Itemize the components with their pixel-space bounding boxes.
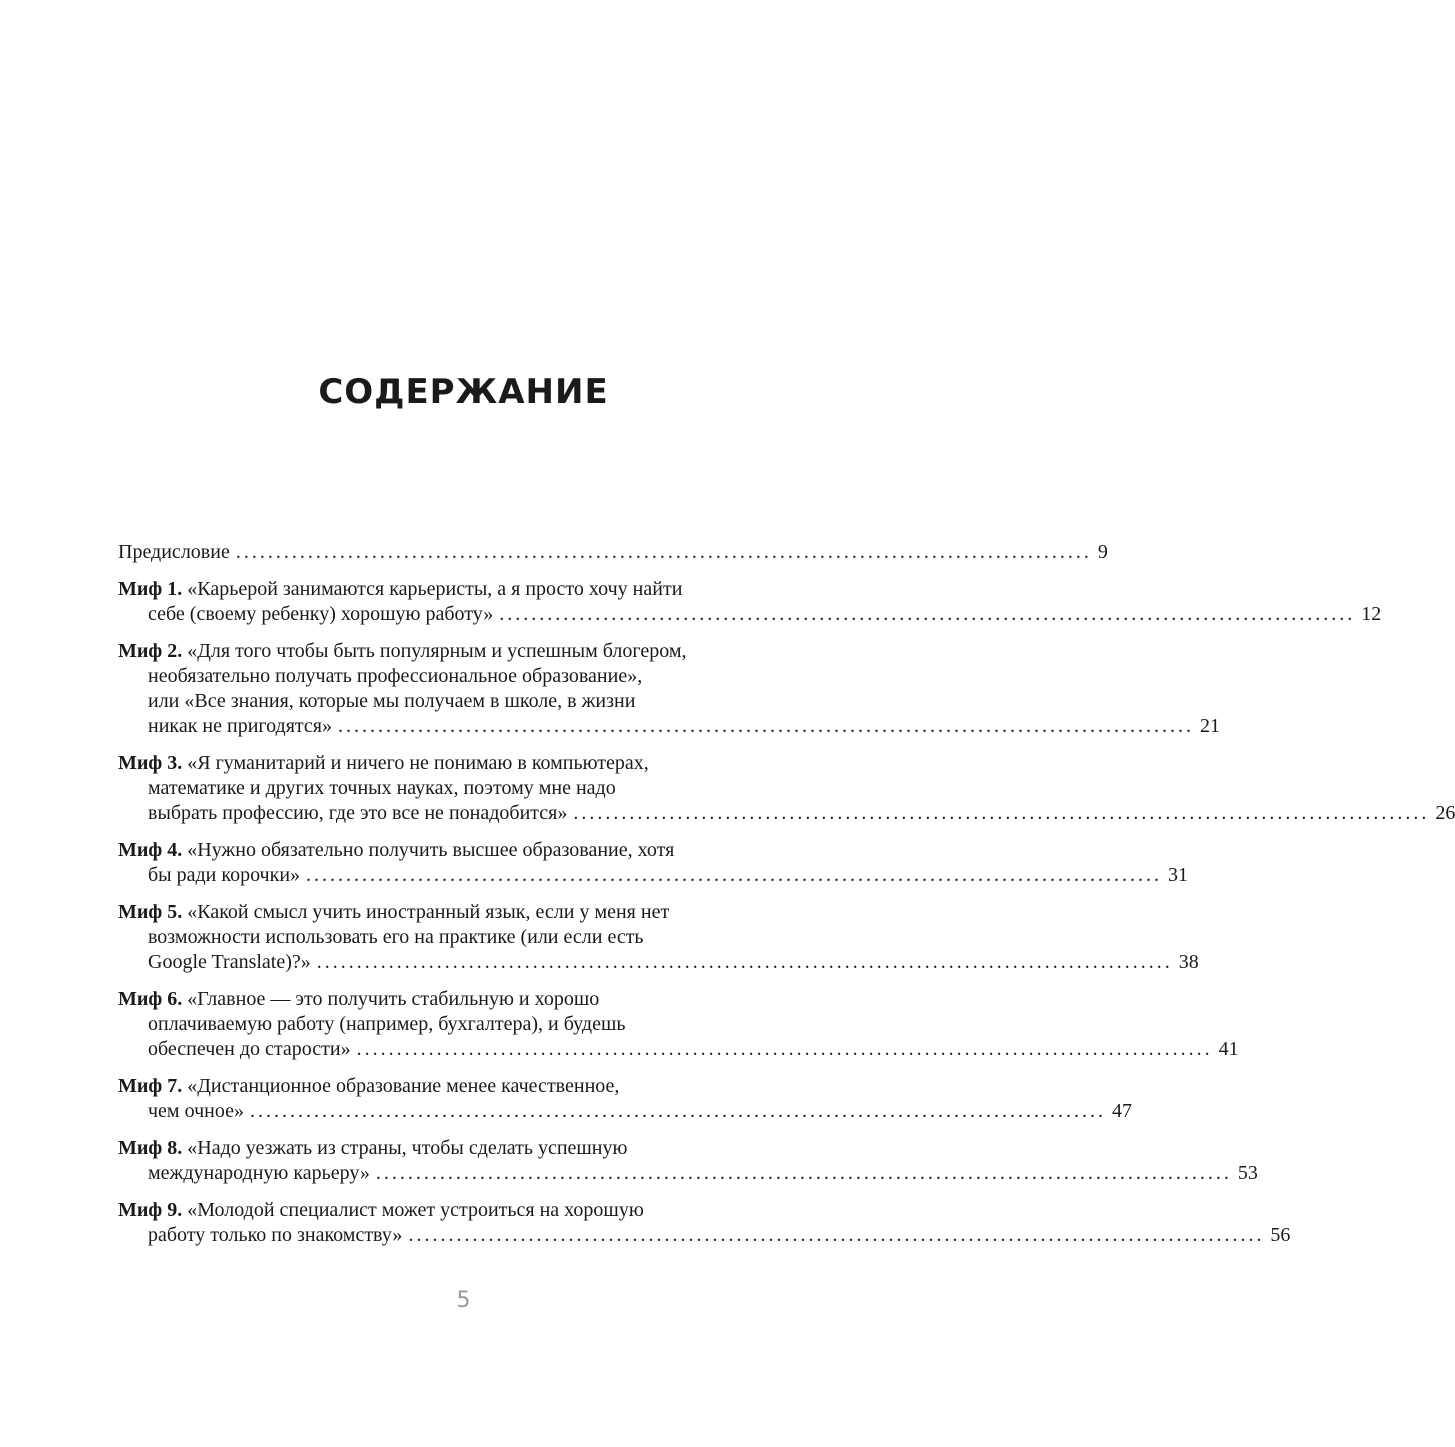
toc-entry-text: «Для того чтобы быть популярным и успешным блогером, — [187, 640, 687, 662]
toc-page-number: 53 — [1237, 1162, 1258, 1184]
myth-label: Миф 7. — [118, 1075, 183, 1097]
myth-label: Миф 3. — [118, 752, 183, 774]
toc-entry-text: необязательно получать профессиональное образование», — [148, 665, 643, 687]
dot-leader: ........................................................................................................... — [337, 715, 1194, 737]
toc-entry-line — [118, 776, 810, 801]
toc-entry[interactable] — [118, 987, 1239, 1062]
toc-entry-line — [118, 1074, 810, 1099]
toc-entry-line — [118, 1136, 810, 1161]
toc-entry-last-line — [118, 602, 1382, 627]
toc-entry-line — [118, 751, 810, 776]
page-number: 5 — [456, 1288, 471, 1313]
toc-entry-line — [118, 1198, 810, 1223]
dot-leader: ........................................................................................................... — [235, 541, 1092, 563]
dot-leader: ........................................................................................................... — [356, 1038, 1213, 1060]
toc-entry-text: «Нужно обязательно получить высшее образование, хотя — [187, 839, 675, 861]
toc-entry-text: обеспечен до старости» — [148, 1038, 351, 1060]
toc-entry-text: оплачиваемую работу (например, бухгалтера), и будешь — [148, 1013, 626, 1035]
toc-entry-last-line — [118, 1037, 1239, 1062]
myth-label: Миф 5. — [118, 901, 183, 923]
toc-entry[interactable] — [118, 639, 1220, 739]
toc-entry-last-line — [118, 1223, 1291, 1248]
toc-entry-text: «Надо уезжать из страны, чтобы сделать успешную — [187, 1137, 628, 1159]
toc-entry-text: никак не пригодятся» — [148, 715, 332, 737]
toc-entry[interactable] — [118, 900, 1199, 975]
toc-page-number: 56 — [1270, 1224, 1291, 1246]
myth-label: Миф 1. — [118, 578, 183, 600]
toc-entry-line — [118, 689, 810, 714]
dot-leader: ........................................................................................................... — [316, 951, 1173, 973]
toc-entry-last-line — [118, 1161, 1258, 1186]
toc-entry-last-line — [118, 863, 1189, 888]
myth-label: Миф 6. — [118, 988, 183, 1010]
toc-entry-text: «Карьерой занимаются карьеристы, а я просто хочу найти — [187, 578, 683, 600]
toc-entry-line — [118, 639, 810, 664]
toc-entry-text: работу только по знакомству» — [148, 1224, 403, 1246]
toc-entry-line — [118, 1012, 810, 1037]
toc-entry-last-line — [118, 540, 1108, 565]
dot-leader: ........................................................................................................... — [408, 1224, 1265, 1246]
dot-leader: ........................................................................................................... — [573, 802, 1430, 824]
toc-page-number: 41 — [1218, 1038, 1239, 1060]
myth-label: Миф 8. — [118, 1137, 183, 1159]
toc-entry-text: бы ради корочки» — [148, 864, 301, 886]
toc-entry-text: возможности использовать его на практике (или если есть — [148, 926, 644, 948]
toc-entry-text: «Какой смысл учить иностранный язык, если у меня нет — [187, 901, 670, 923]
toc-page-number: 21 — [1199, 715, 1220, 737]
dot-leader: ........................................................................................................... — [375, 1162, 1232, 1184]
toc-entry-line — [118, 577, 810, 602]
toc-entry-text: Google Translate)?» — [148, 951, 311, 973]
table-of-contents — [118, 540, 1455, 1260]
dot-leader: ........................................................................................................... — [249, 1100, 1106, 1122]
toc-entry-text: чем очное» — [148, 1100, 244, 1122]
toc-entry-text: «Главное — это получить стабильную и хорошо — [187, 988, 600, 1010]
toc-entry-text: международную карьеру» — [148, 1162, 370, 1184]
toc-entry-text: выбрать профессию, где это все не понадобится» — [148, 802, 568, 824]
toc-entry[interactable] — [118, 838, 1189, 888]
toc-entry-text: «Дистанционное образование менее качественное, — [187, 1075, 620, 1097]
toc-entry[interactable] — [118, 540, 1108, 565]
toc-entry-line — [118, 925, 810, 950]
toc-entry[interactable] — [118, 1198, 1291, 1248]
toc-entry-line — [118, 987, 810, 1012]
toc-entry-line — [118, 838, 810, 863]
toc-page-number: 38 — [1178, 951, 1199, 973]
toc-entry[interactable] — [118, 751, 1455, 826]
toc-entry-last-line — [118, 1099, 1132, 1124]
toc-entry-text: себе (своему ребенку) хорошую работу» — [148, 603, 494, 625]
toc-entry-last-line — [118, 714, 1220, 739]
toc-entry[interactable] — [118, 577, 1382, 627]
toc-entry[interactable] — [118, 1136, 1258, 1186]
myth-label: Миф 4. — [118, 839, 183, 861]
toc-entry-line — [118, 900, 810, 925]
toc-entry-text: «Молодой специалист может устроиться на хорошую — [187, 1199, 644, 1221]
toc-entry-text: математике и других точных науках, поэтому мне надо — [148, 777, 616, 799]
dot-leader: ........................................................................................................... — [306, 864, 1163, 886]
toc-entry-line — [118, 664, 810, 689]
toc-page-number: 9 — [1097, 541, 1108, 563]
page-title: СОДЕРЖАНИЕ — [318, 372, 609, 412]
toc-entry-text: или «Все знания, которые мы получаем в школе, в жизни — [148, 690, 636, 712]
toc-entry-text: Предисловие — [118, 541, 230, 563]
myth-label: Миф 2. — [118, 640, 183, 662]
toc-entry-last-line — [118, 950, 1199, 975]
toc-entry-last-line — [118, 801, 1455, 826]
toc-page-number: 12 — [1361, 603, 1382, 625]
toc-page-number: 47 — [1111, 1100, 1132, 1122]
toc-page-number: 31 — [1168, 864, 1189, 886]
toc-entry[interactable] — [118, 1074, 1132, 1124]
toc-entry-text: «Я гуманитарий и ничего не понимаю в компьютерах, — [187, 752, 649, 774]
dot-leader: ........................................................................................................... — [499, 603, 1356, 625]
myth-label: Миф 9. — [118, 1199, 183, 1221]
toc-page-number: 26 — [1435, 802, 1455, 824]
